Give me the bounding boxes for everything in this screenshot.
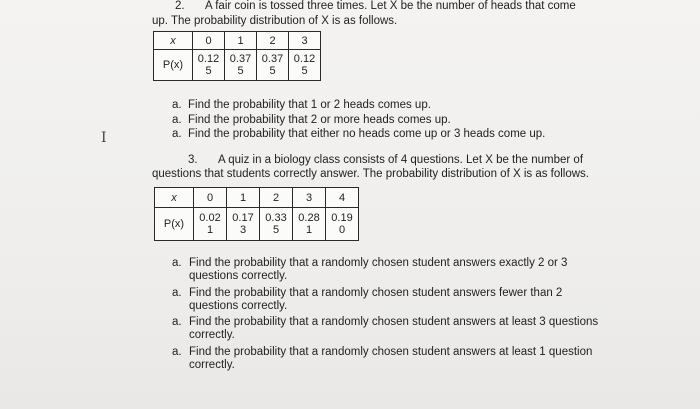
problem-2-question-a-text: Find the probability that 1 or 2 heads comes up. — [188, 99, 431, 111]
x-value-cell: 0 — [193, 32, 225, 50]
problem-3-question-c-marker: a. — [172, 316, 182, 328]
problem-2-text-line-1: A fair coin is tossed three times. Let X be the number of heads that come — [205, 0, 576, 12]
p-value-cell: 0.02 1 — [194, 208, 227, 241]
problem-2-text-line-2: up. The probability distribution of X is as follows. — [152, 15, 398, 27]
table-row-x — [154, 32, 321, 50]
x-value-cell: 0 — [194, 188, 227, 208]
x-header-cell: x — [155, 188, 194, 208]
problem-2-question-a-marker: a. — [172, 99, 182, 111]
p-value-cell: 0.12 5 — [193, 50, 225, 81]
x-value-cell: 3 — [289, 32, 321, 50]
table-row-p — [155, 208, 359, 241]
x-value-cell: 2 — [257, 32, 289, 50]
problem-2-number: 2. — [175, 0, 185, 12]
p-header-cell: P(x) — [154, 50, 193, 81]
problem-2-question-b-text: Find the probability that 2 or more heads comes up. — [188, 114, 451, 126]
problem-3-question-a-text: Find the probability that a randomly chosen student answers exactly 2 or 3 questions correctly. — [189, 257, 568, 282]
p-header-cell: P(x) — [155, 208, 194, 241]
text-cursor-icon: I — [101, 130, 107, 146]
problem-3-question-a-marker: a. — [172, 257, 182, 269]
p-value-cell: 0.17 3 — [227, 208, 260, 241]
x-value-cell: 1 — [225, 32, 257, 50]
x-value-cell: 2 — [260, 188, 293, 208]
x-value-cell: 1 — [227, 188, 260, 208]
problem-3-question-d-marker: a. — [172, 346, 182, 358]
problem-3-text-line-1: A quiz in a biology class consists of 4 questions. Let X be the number of — [218, 154, 584, 166]
problem-3-question-c-text: Find the probability that a randomly chosen student answers at least 3 questions correctly. — [189, 316, 599, 341]
problem-3-question-d-text: Find the probability that a randomly chosen student answers at least 1 question correctly. — [189, 346, 593, 371]
problem-3-distribution-table — [154, 187, 359, 241]
table-row-x — [155, 188, 359, 208]
p-value-cell: 0.28 1 — [293, 208, 326, 241]
p-value-cell: 0.33 5 — [260, 208, 293, 241]
problem-3-question-b-text: Find the probability that a randomly chosen student answers fewer than 2 questions correctly. — [189, 287, 563, 312]
problem-3-number: 3. — [188, 154, 198, 166]
problem-3-question-b-marker: a. — [172, 287, 182, 299]
problem-3-text-line-2: questions that students correctly answer. The probability distribution of X is as follows. — [152, 168, 590, 180]
x-value-cell: 4 — [326, 188, 359, 208]
x-value-cell: 3 — [293, 188, 326, 208]
problem-2-distribution-table — [153, 31, 321, 81]
problem-2-question-c-marker: a. — [172, 128, 182, 140]
problem-2-question-b-marker: a. — [172, 114, 182, 126]
p-value-cell: 0.37 5 — [257, 50, 289, 81]
p-value-cell: 0.19 0 — [326, 208, 359, 241]
x-header-cell: x — [154, 32, 193, 50]
p-value-cell: 0.37 5 — [225, 50, 257, 81]
problem-2-question-c-text: Find the probability that either no heads come up or 3 heads come up. — [188, 128, 546, 140]
table-row-p — [154, 50, 321, 81]
p-value-cell: 0.12 5 — [289, 50, 321, 81]
